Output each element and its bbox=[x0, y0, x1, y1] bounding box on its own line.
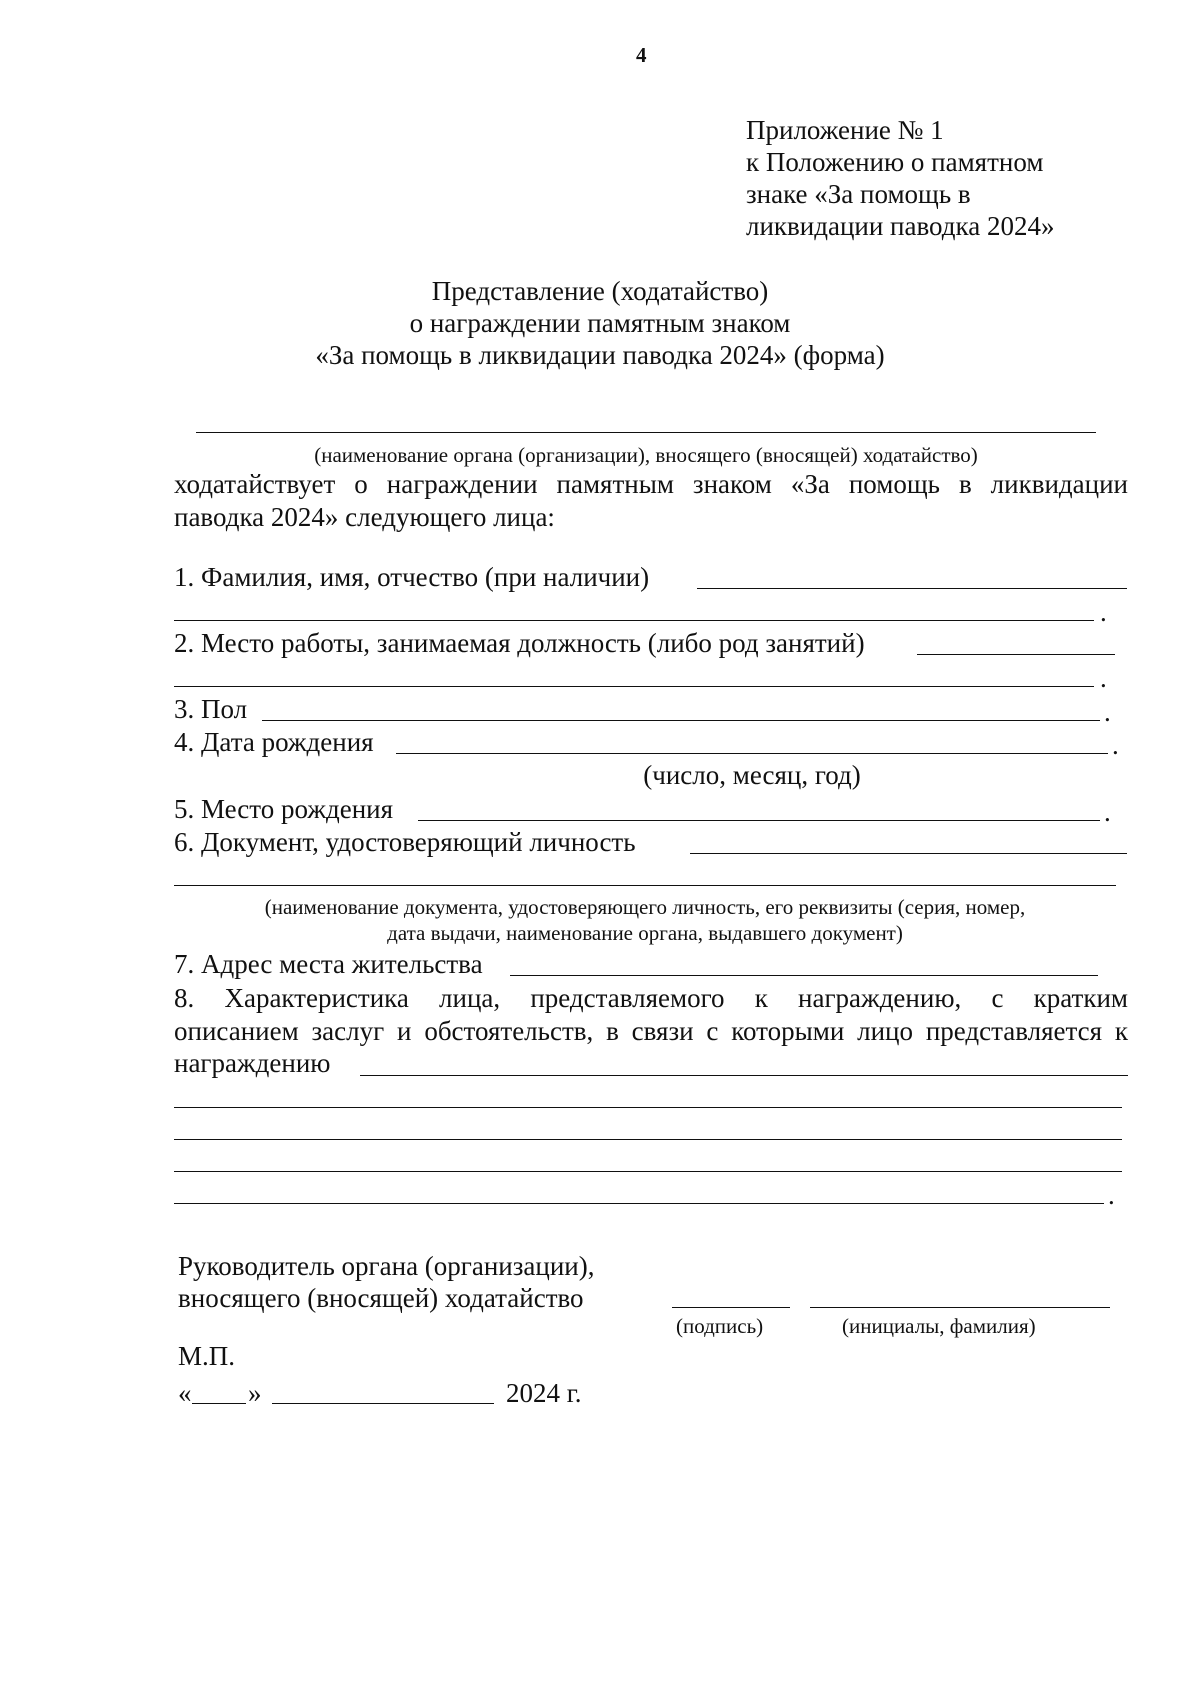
fio-input-line[interactable] bbox=[697, 588, 1127, 589]
item-work-label: 2. Место работы, занимаемая должность (либо род занятий) bbox=[174, 628, 865, 658]
date-day-line[interactable] bbox=[192, 1403, 246, 1404]
document-caption-line-1: (наименование документа, удостоверяющего личность, его реквизиты (серия, номер, bbox=[264, 895, 1026, 919]
item-characteristic-line-3: награждению bbox=[174, 1048, 331, 1078]
work-period: . bbox=[1100, 663, 1107, 693]
item-birth-place-label: 5. Место рождения bbox=[174, 794, 394, 824]
date-year: 2024 г. bbox=[506, 1378, 582, 1408]
item-characteristic-line-1: 8. Характеристика лица, представляемого к награждению, с кратким bbox=[174, 983, 1128, 1013]
intro-line-2: паводка 2024» следующего лица: bbox=[174, 502, 555, 532]
fio-period: . bbox=[1100, 597, 1107, 627]
title-line-3: «За помощь в ликвидации паводка 2024» (форма) bbox=[315, 340, 885, 370]
item-birth-date-label: 4. Дата рождения bbox=[174, 727, 374, 757]
title-line-1: Представление (ходатайство) bbox=[431, 276, 769, 306]
initials-surname-line[interactable] bbox=[810, 1307, 1110, 1308]
head-title-line-1: Руководитель органа (организации), bbox=[178, 1251, 595, 1281]
address-input-line[interactable] bbox=[510, 975, 1098, 976]
sex-input-line[interactable] bbox=[262, 720, 1100, 721]
appendix-line-4: ликвидации паводка 2024» bbox=[746, 211, 1055, 241]
seal-place: М.П. bbox=[178, 1341, 236, 1371]
item-document-label: 6. Документ, удостоверяющий личность bbox=[174, 827, 636, 857]
head-title-line-2: вносящего (вносящей) ходатайство bbox=[178, 1283, 584, 1313]
signature-line[interactable] bbox=[672, 1307, 790, 1308]
item-fio-label: 1. Фамилия, имя, отчество (при наличии) bbox=[174, 562, 650, 592]
birth-place-input-line[interactable] bbox=[418, 820, 1100, 821]
characteristic-input-line-4[interactable] bbox=[174, 1171, 1122, 1172]
document-input-line[interactable] bbox=[690, 853, 1127, 854]
appendix-line-1: Приложение № 1 bbox=[746, 115, 944, 145]
characteristic-input-line-5[interactable] bbox=[174, 1203, 1104, 1204]
intro-line-1: ходатайствует о награждении памятным знаком «За помощь в ликвидации bbox=[174, 469, 1128, 499]
org-name-caption: (наименование органа (организации), вносящего (вносящей) ходатайство) bbox=[314, 443, 978, 467]
item-characteristic-line-2: описанием заслуг и обстоятельств, в связи с которыми лицо представляется к bbox=[174, 1016, 1128, 1046]
sex-period: . bbox=[1104, 697, 1111, 727]
initials-surname-caption: (инициалы, фамилия) bbox=[842, 1314, 1036, 1338]
signature-caption: (подпись) bbox=[676, 1314, 764, 1338]
title-line-2: о награждении памятным знаком bbox=[409, 308, 791, 338]
birth-place-period: . bbox=[1104, 797, 1111, 827]
appendix-line-2: к Положению о памятном bbox=[746, 147, 1044, 177]
document-input-line-2[interactable] bbox=[174, 885, 1116, 886]
characteristic-input-line-2[interactable] bbox=[174, 1107, 1122, 1108]
work-input-line-2[interactable] bbox=[174, 686, 1094, 687]
birth-date-input-line[interactable] bbox=[396, 753, 1108, 754]
item-address-label: 7. Адрес места жительства bbox=[174, 949, 483, 979]
characteristic-input-line-3[interactable] bbox=[174, 1139, 1122, 1140]
item-sex-label: 3. Пол bbox=[174, 694, 248, 724]
org-name-line[interactable] bbox=[196, 432, 1096, 433]
document-caption-line-2: дата выдачи, наименование органа, выдавшего документ) bbox=[387, 921, 903, 945]
characteristic-period: . bbox=[1108, 1180, 1115, 1210]
characteristic-input-line-1[interactable] bbox=[360, 1075, 1128, 1076]
birth-date-caption: (число, месяц, год) bbox=[643, 760, 861, 790]
date-month-line[interactable] bbox=[272, 1403, 494, 1404]
birth-date-period: . bbox=[1112, 730, 1119, 760]
page-number: 4 bbox=[636, 43, 647, 67]
work-input-line[interactable] bbox=[917, 654, 1115, 655]
fio-input-line-2[interactable] bbox=[174, 620, 1094, 621]
date-quote-close: » bbox=[248, 1378, 262, 1408]
date-quote-open: « bbox=[178, 1378, 192, 1408]
appendix-line-3: знаке «За помощь в bbox=[746, 179, 971, 209]
